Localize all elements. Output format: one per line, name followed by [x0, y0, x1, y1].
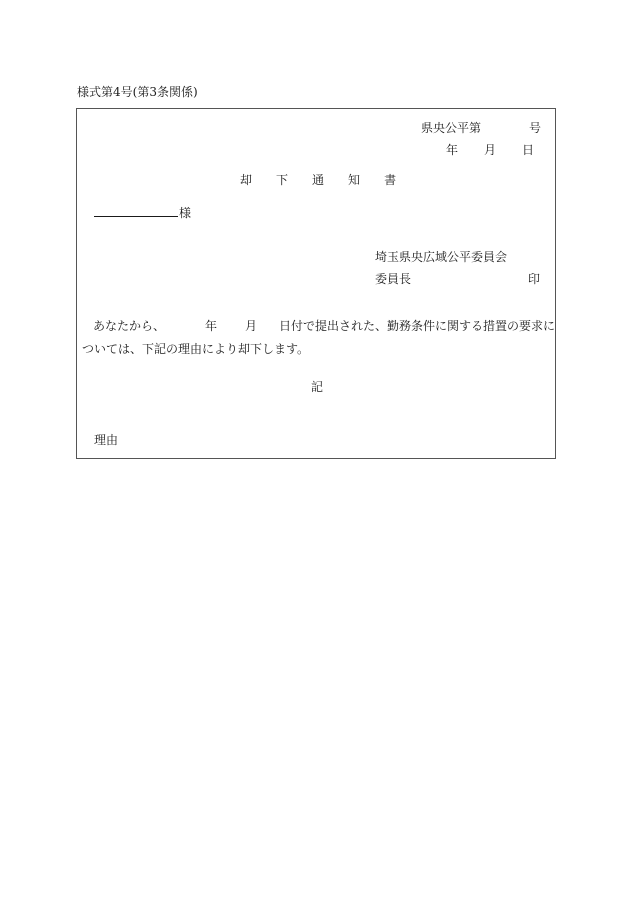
issue-date [446, 143, 534, 157]
body-line-2: ついては、下記の理由により却下します。 [82, 342, 310, 356]
addressee-name-line [94, 205, 178, 217]
ki-mark: 記 [311, 380, 324, 394]
body-intro: あなたから、 [93, 319, 166, 333]
document-number-prefix: 県央公平第 [421, 121, 482, 135]
addressee-suffix: 様 [179, 206, 192, 220]
document-number [421, 121, 541, 135]
title-char: 通 [312, 173, 325, 187]
document-number-suffix: 号 [529, 121, 542, 135]
sender-organization: 埼玉県央広域公平委員会 [375, 250, 508, 264]
sender-position: 委員長 [375, 272, 412, 286]
form-label: 様式第4号(第3条関係) [77, 85, 198, 99]
issue-date-month: 月 [484, 143, 497, 157]
body-line-1-end: 日付で提出された、勤務条件に関する措置の要求に [279, 319, 556, 333]
issue-date-day: 日 [522, 143, 535, 157]
addressee [94, 205, 191, 220]
seal-mark: 印 [528, 272, 541, 286]
body-year: 年 [205, 319, 218, 333]
body-month: 月 [245, 319, 258, 333]
title-char: 書 [384, 173, 397, 187]
title-char: 下 [276, 173, 289, 187]
document-title [240, 173, 396, 187]
body-line-1 [93, 319, 555, 333]
notice-frame [76, 108, 556, 459]
title-char: 却 [240, 173, 253, 187]
issue-date-year: 年 [446, 143, 459, 157]
sender-title [375, 272, 411, 286]
reason-label: 理由 [94, 433, 119, 447]
title-char: 知 [348, 173, 361, 187]
